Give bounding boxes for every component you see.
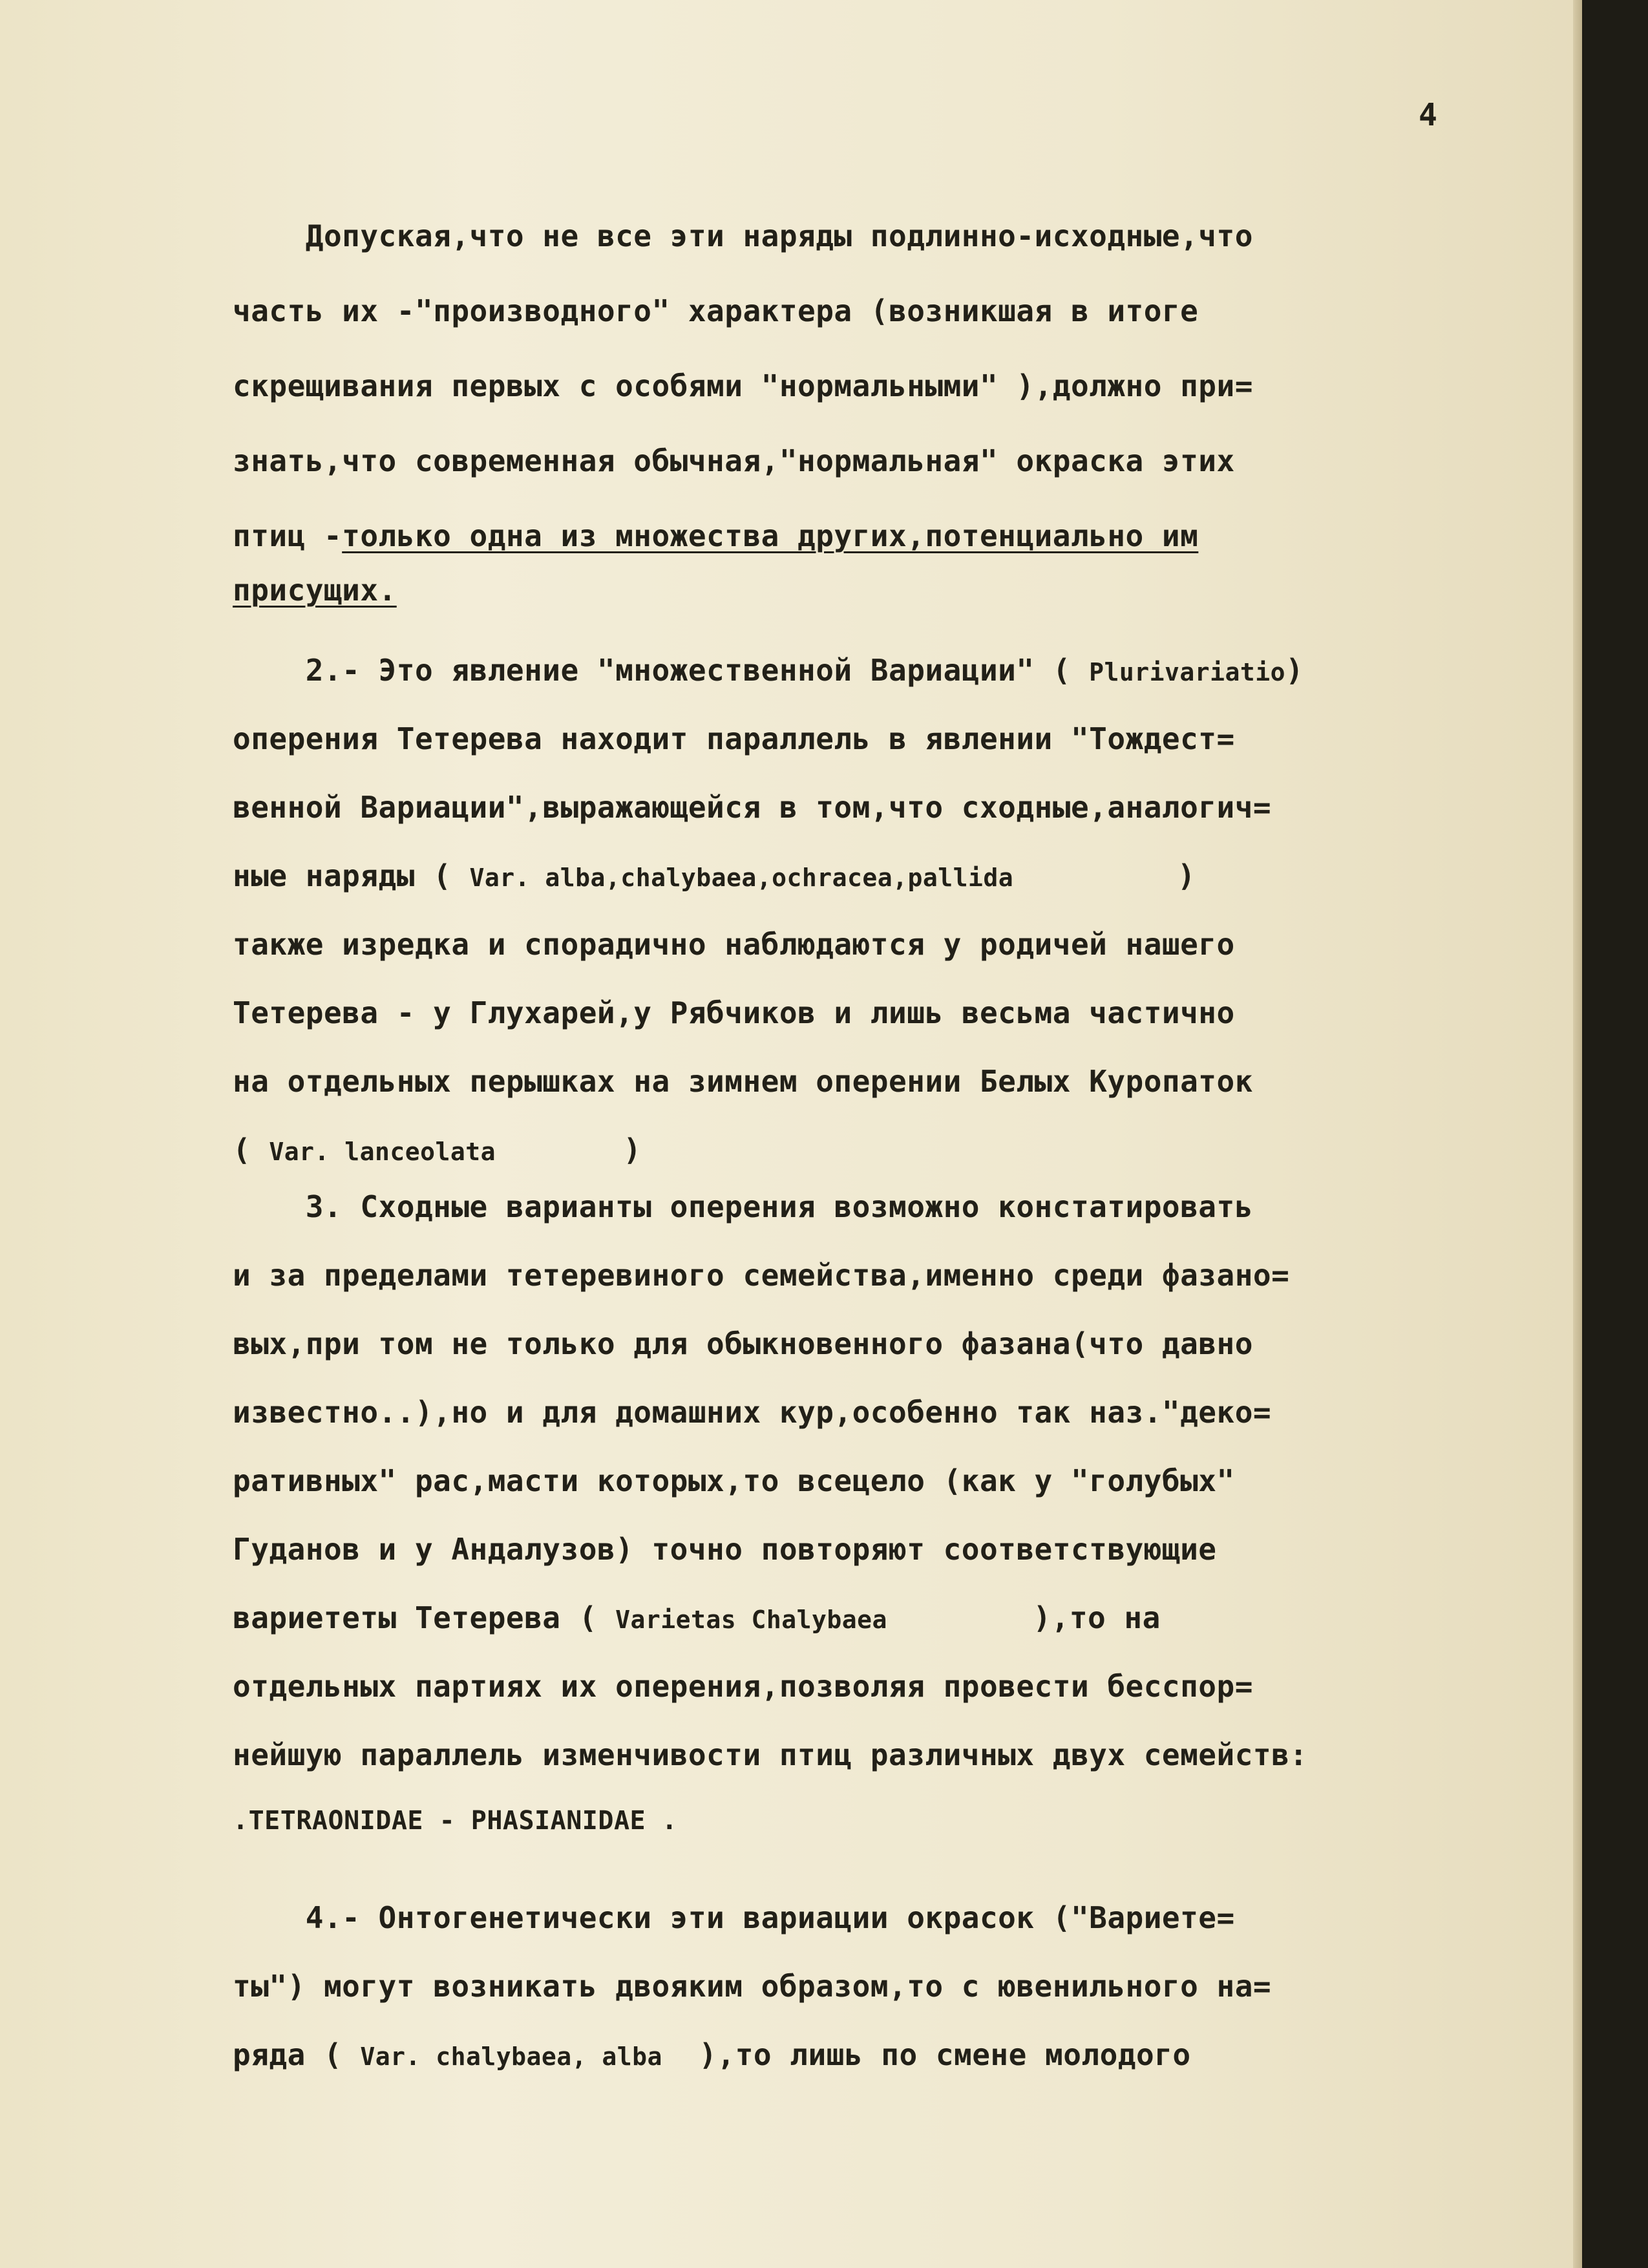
text-line: на отдельных перышках на зимнем оперении Белых Куропаток	[233, 1064, 1253, 1099]
text-segment: ряда (	[233, 2037, 361, 2072]
latin-term: Var. chalybaea, alba	[360, 2042, 662, 2071]
text-segment: )	[1285, 653, 1304, 688]
underlined-line: присущих.	[233, 573, 397, 608]
text-segment: )	[1013, 858, 1196, 893]
text-segment: ),то на	[887, 1600, 1161, 1635]
paragraph-1	[233, 218, 1519, 608]
text-line	[233, 858, 1196, 893]
latin-term: Var. alba,chalybaea,ochracea,pallida	[469, 864, 1014, 892]
text-segment: ),то лишь по смене молодого	[662, 2037, 1191, 2072]
underlined-text: только одна из множества других,потенциально им	[342, 518, 1199, 553]
text-line: Гуданов и у Андалузов) точно повторяют соответствующие	[233, 1532, 1217, 1567]
text-segment: )	[496, 1132, 642, 1167]
text-segment: ные наряды (	[233, 858, 470, 893]
text-line: знать,что современная обычная,"нормальная" окраска этих	[233, 443, 1235, 478]
text-segment: птиц -	[233, 518, 343, 553]
text-line: нейшую параллель изменчивости птиц различных двух семейств:	[233, 1737, 1308, 1772]
paragraph-2	[233, 653, 1519, 1167]
text-line: Тетерева - у Глухарей,у Рябчиков и лишь весьма частично	[233, 995, 1235, 1030]
text-line: также изредка и спорадично наблюдаются у родичей нашего	[233, 927, 1235, 962]
text-line: 4.- Онтогенетически эти вариации окрасок ("Вариете=	[233, 1900, 1235, 1935]
text-line: вых,при том не только для обыкновенного фазана(что давно	[233, 1326, 1253, 1361]
page-number: 4	[1419, 97, 1437, 133]
paragraph-4	[233, 1900, 1519, 2075]
family-names: .TETRAONIDAE - PHASIANIDAE .	[233, 1806, 678, 1836]
text-line: Допуская,что не все эти наряды подлинно-исходные,что	[233, 218, 1253, 253]
text-line	[233, 1132, 642, 1167]
paragraph-3	[233, 1189, 1519, 1836]
text-line: и за пределами тетеревиного семейства,именно среди фазано=	[233, 1258, 1290, 1293]
text-segment: (	[233, 1132, 269, 1167]
latin-term: Var. lanceolata	[269, 1138, 496, 1166]
text-line	[233, 2037, 1191, 2072]
text-segment: 2.- Это явление "множественной Вариации" (	[233, 653, 1090, 688]
text-line: часть их -"производного" характера (возникшая в итоге	[233, 293, 1199, 328]
text-line	[233, 653, 1304, 688]
text-line: известно..),но и для домашних кур,особенно так наз."деко=	[233, 1395, 1272, 1430]
text-line: ративных" рас,масти которых,то всецело (как у "голубых"	[233, 1463, 1235, 1498]
text-line: скрещивания первых с особями "нормальными" ),должно при=	[233, 368, 1253, 403]
text-line	[233, 1600, 1161, 1635]
text-segment: вариететы Тетерева (	[233, 1600, 616, 1635]
text-line	[233, 518, 1198, 553]
sheet-edge	[1573, 0, 1582, 2268]
text-line: венной Вариации",выражающейся в том,что сходные,аналогич=	[233, 790, 1272, 825]
text-line: ты") могут возникать двояким образом,то с ювенильного на=	[233, 1969, 1272, 2004]
latin-term: Varietas Chalybaea	[615, 1606, 887, 1634]
text-line: оперения Тетерева находит параллель в явлении "Тождест=	[233, 721, 1235, 756]
text-line: отдельных партиях их оперения,позволяя провести бесспор=	[233, 1669, 1253, 1704]
text-line: 3. Сходные варианты оперения возможно констатировать	[233, 1189, 1253, 1224]
latin-term: Plurivariatio	[1089, 658, 1286, 686]
